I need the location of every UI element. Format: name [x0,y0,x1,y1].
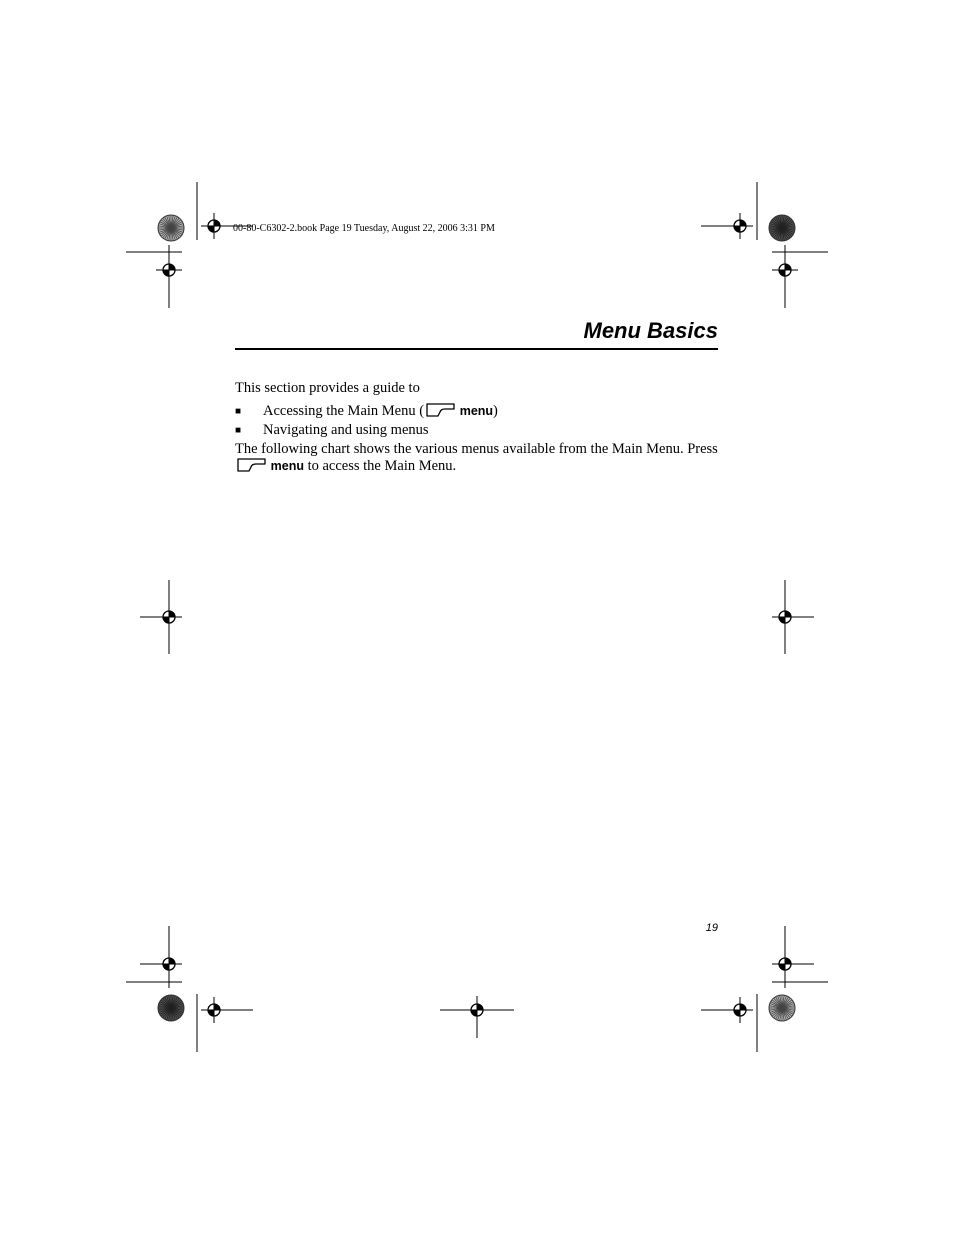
bullet-text: Navigating and using menus [263,422,429,438]
softkey-icon [424,403,456,418]
page-number: 19 [705,922,718,934]
registration-target-icon [727,213,753,239]
color-bar-starburst-icon [158,215,184,241]
registration-target-icon [727,997,753,1023]
print-header-stamp: 00-80-C6302-2.book Page 19 Tuesday, August 22, 2006 3:31 PM [233,223,495,234]
registration-target-icon [156,604,182,630]
registration-target-icon [201,213,227,239]
color-bar-starburst-icon [158,995,184,1021]
registration-target-icon [201,997,227,1023]
bullet-square-icon: ■ [235,406,242,417]
page-title: Menu Basics [583,318,718,343]
intro-text: This section provides a guide to [235,380,420,396]
menu-key-label: menu [459,404,494,418]
registration-target-icon [464,997,490,1023]
chart-paragraph [235,441,725,475]
list-item [235,422,725,439]
bullet-list [235,403,725,439]
softkey-icon [235,458,267,473]
menu-key-label: menu [270,459,304,473]
bullet-text-end: ) [493,403,498,419]
bullet-text: Accessing the Main Menu ( [263,403,425,419]
list-item [235,403,725,420]
paragraph-text-end: to access the Main Menu. [303,458,457,474]
color-bar-starburst-icon [769,215,795,241]
paragraph-text: The following chart shows the various menus available from the Main Menu. Press [235,441,718,457]
title-rule [235,348,718,350]
bullet-square-icon: ■ [235,425,242,436]
registration-target-icon [772,604,798,630]
color-bar-starburst-icon [769,995,795,1021]
body-text [235,380,725,475]
